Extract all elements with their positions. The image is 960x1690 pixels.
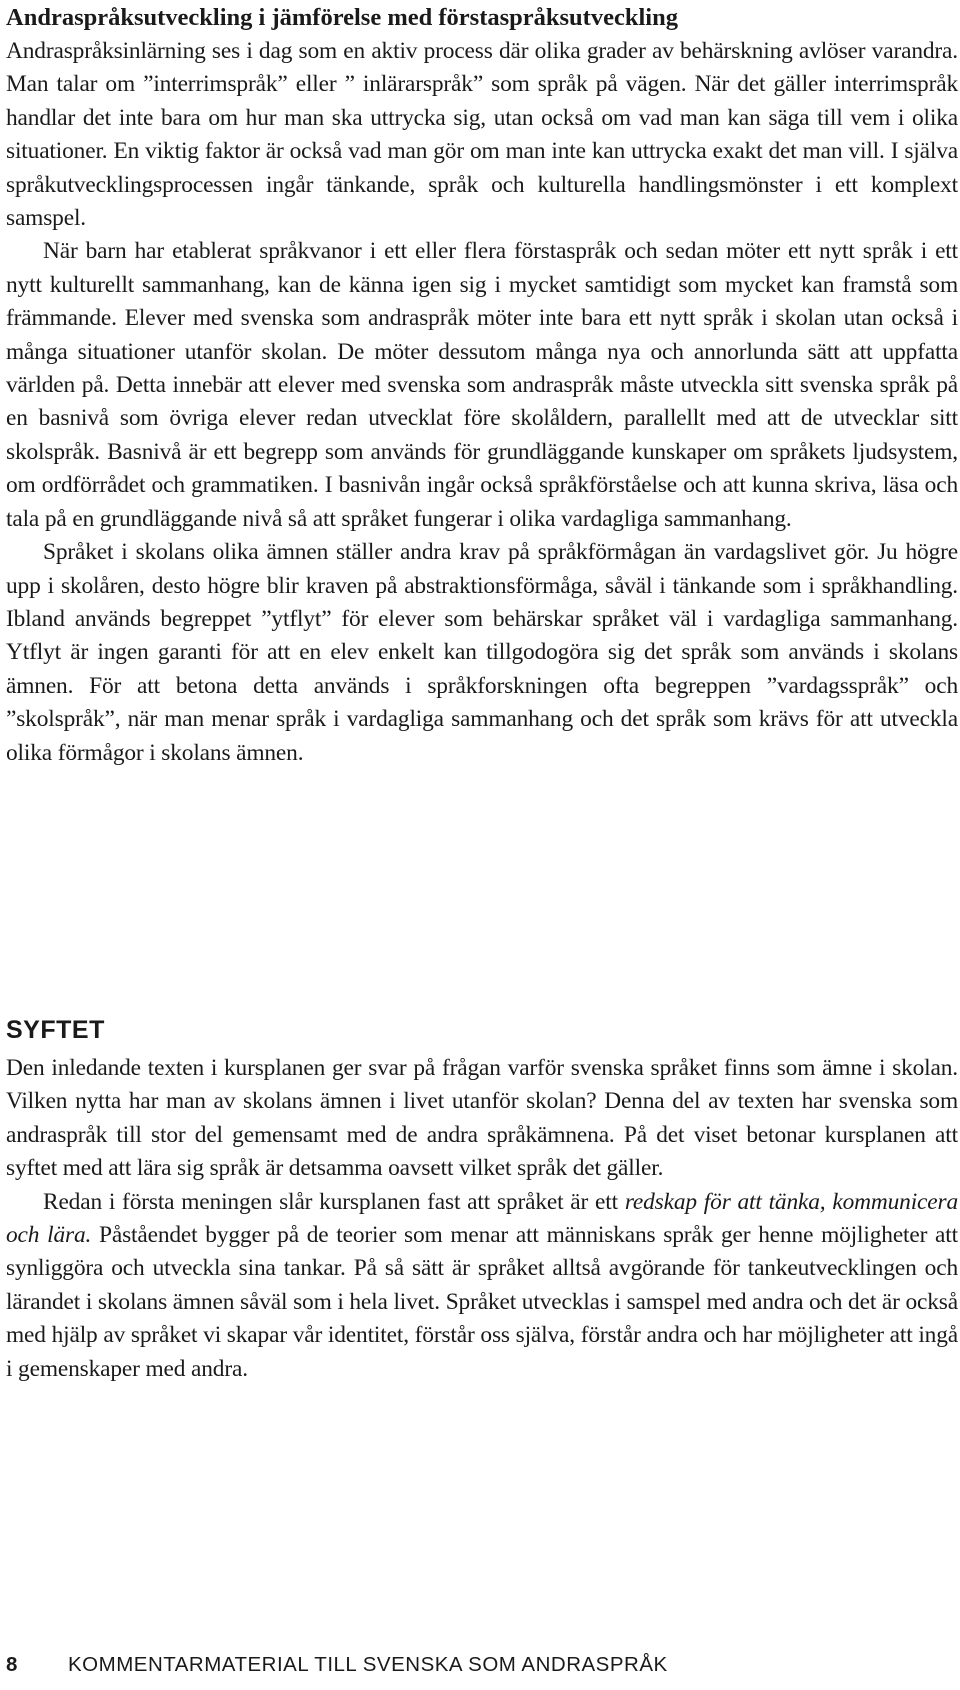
paragraph-redskap-text-after: Påståendet bygger på de teorier som menar att människans språk ger henne möjligheter att synliggöra och utveckla sina tankar. På så sätt är språket alltså avgörande för tankeutvecklingen och lärandet i skolans ämnen såväl som i hela livet. Språket utvecklas i samspel med andra och det är också med hjälp av språket vi skapar vår identitet, förstår oss själva, förstår andra och har möjligheter att ingå i gemenskaper med andra. [6,1222,958,1382]
footer-title: KOMMENTARMATERIAL TILL SVENSKA SOM ANDRASPRÅK [68,1653,668,1676]
paragraph-interrimsprak: Andraspråksinlärning ses i dag som en aktiv process där olika grader av behärskning avlöser varandra. Man talar om ”interrimspråk” eller ” inlärarspråk” som språk på vägen. När det gäller interrimspråk handlar det inte bara om hur man ska uttrycka sig, utan också om vad man kan säga till vem i olika situationer. En viktig faktor är också vad man gör om man inte kan uttrycka exakt det man vill. I själva språkutvecklingsprocessen ingår tänkande, språk och kulturella handlingsmönster i ett komplext samspel. [6,38,958,232]
paragraph-basniva: När barn har etablerat språkvanor i ett eller flera förstaspråk och sedan möter ett nytt språk i ett nytt kulturellt sammanhang, kan de känna igen sig i mycket samtidigt som mycket kan framstå som främmande. Elever med svenska som andraspråk möter inte bara ett nytt språk i skolan utan också i många situationer utanför skolan. De möter dessutom många nya och annorlunda sätt att uppfatta världen på. Detta innebär att elever med svenska som andraspråk måste utveckla sitt svenska språk på en basnivå som övriga elever redan utvecklat före skolåldern, parallellt med att de utvecklar sitt skolspråk. Basnivå är ett begrepp som används för grundläggande kunskaper om språkets ljudsystem, om ordförrådet och grammatiken. I basnivån ingår också språkförståelse och att kunna skriva, läsa och tala på en grundläggande nivå så att språket fungerar i olika vardagliga sammanhang. [6,238,958,532]
page-footer [6,1653,958,1677]
paragraph-skolsprak: Språket i skolans olika ämnen ställer andra krav på språkförmågan än vardagslivet gör. Ju högre upp i skolåren, desto högre blir kraven på abstraktionsförmåga, såväl i tänkande som i språkhandling. Ibland används begreppet ”ytflyt” för elever som behärskar språket väl i vardagliga sammanhang. Ytflyt är ingen garanti för att en elev enkelt kan tillgodogöra sig det språk som används i skolans ämnen. För att betona detta används i språkforskningen ofta begreppen ”vardagsspråk” och ”skolspråk”, när man menar språk i vardagliga sammanhang och det språk som krävs för att utveckla olika förmågor i skolans ämnen. [6,539,958,766]
page-number: 8 [6,1653,18,1676]
paragraph-redskap [6,1186,958,1386]
syftet-heading: SYFTET [6,1016,105,1044]
syftet-section [6,1014,958,1386]
document-page [6,0,958,770]
paragraph-redskap-emphasis: redskap för att tänka, kommunicera och lära. [6,1188,959,1249]
section-heading: Andraspråksutveckling i jämförelse med förstaspråksutveckling [6,4,678,31]
paragraph-redskap-text-before: Redan i första meningen slår kursplanen fast att språket är ett [43,1188,625,1215]
paragraph-syftet-intro: Den inledande texten i kursplanen ger svar på frågan varför svenska språket finns som ämne i skolan. Vilken nytta har man av skolans ämnen i livet utanför skolan? Denna del av texten har svenska som andraspråk till stor del gemensamt med de andra språkämnena. På det viset betonar kursplanen att syftet med att lära sig språk är detsamma oavsett vilket språk det gäller. [6,1055,958,1182]
